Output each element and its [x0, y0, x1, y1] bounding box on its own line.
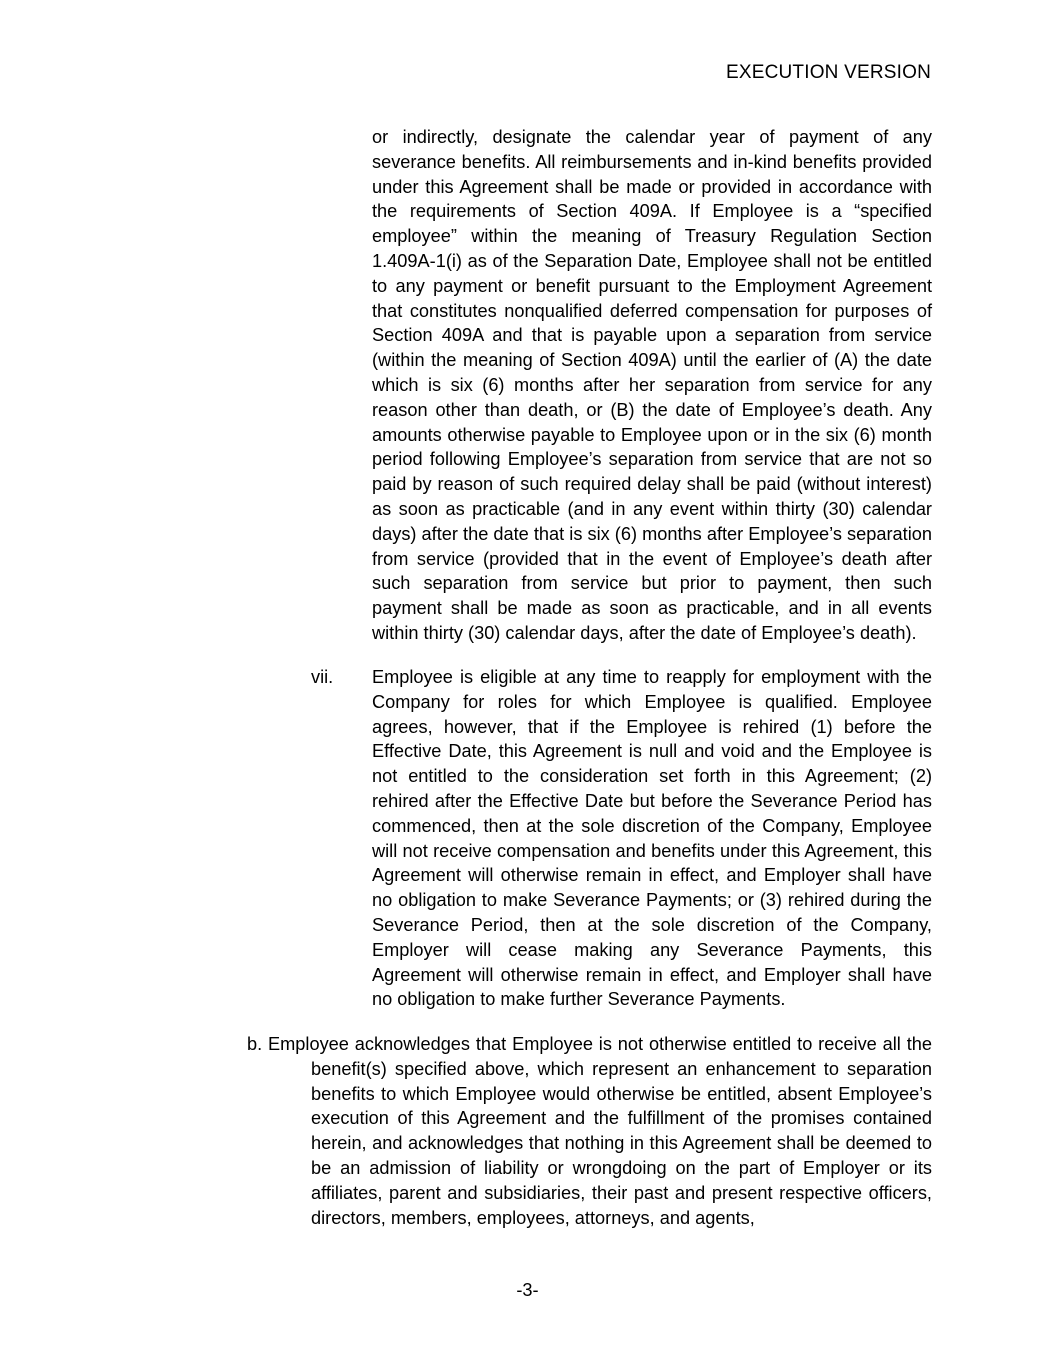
- item-b-paragraph: b. Employee acknowledges that Employee is not otherwise entitled to receive all the benefit(s) specified above, which represent an enhancement to separation benefits to which Employee would otherwise be entitled, absent Employee’s execution of this Agreement and the fulfillment of the promises contained herein, and acknowledges that nothing in this Agreement shall be deemed to be an admission of liability or wrongdoing on the part of Employer or its affiliates, parent and subsidiaries, their past and present respective officers, directors, members, employees, attorneys, and agents,: [247, 1034, 932, 1228]
- item-vii-number: vii.: [311, 667, 334, 687]
- page-number: -3-: [516, 1280, 539, 1300]
- document-header-label: EXECUTION VERSION: [725, 62, 931, 83]
- continuation-paragraph: or indirectly, designate the calendar year of payment of any severance benefits. All reimbursements and in-kind benefits provided under this Agreement shall be made or provided in accordance with the requirements of Section 409A. If Employee is a “specified employee” within the meaning of Treasury Regulation Section 1.409A-1(i) as of the Separation Date, Employee shall not be entitled to any payment or benefit pursuant to the Employment Agreement that constitutes nonqualified deferred compensation for purposes of Section 409A and that is payable upon a separation from service (within the meaning of Section 409A) until the earlier of (A) the date which is six (6) months after her separation from service for any reason other than death, or (B) the date of Employee’s death. Any amounts otherwise payable to Employee upon or in the six (6) month period following Employee’s separation from service that are not so paid by reason of such required delay shall be paid (without interest) as soon as practicable (and in any event within thirty (30) calendar days) after the date that is six (6) months after Employee’s separation from service (provided that in the event of Employee’s death after such separation from service but prior to payment, then such payment shall be made as soon as practicable, and in all events within thirty (30) calendar days, after the date of Employee’s death).: [372, 127, 932, 643]
- item-vii-paragraph: Employee is eligible at any time to reapply for employment with the Company for roles for which Employee is qualified. Employee agrees, however, that if the Employee is rehired (1) before the Effective Date, this Agreement is null and void and the Employee is not entitled to the consideration set forth in this Agreement; (2) rehired after the Effective Date but before the Severance Period has commenced, then at the sole discretion of the Company, Employee will not receive compensation and benefits under this Agreement, this Agreement will otherwise remain in effect, and Employer shall have no obligation to make Severance Payments; or (3) rehired during the Severance Period, then at the sole discretion of the Company, Employer will cease making any Severance Payments, this Agreement will otherwise remain in effect, and Employer shall have no obligation to make further Severance Payments.: [372, 667, 932, 1010]
